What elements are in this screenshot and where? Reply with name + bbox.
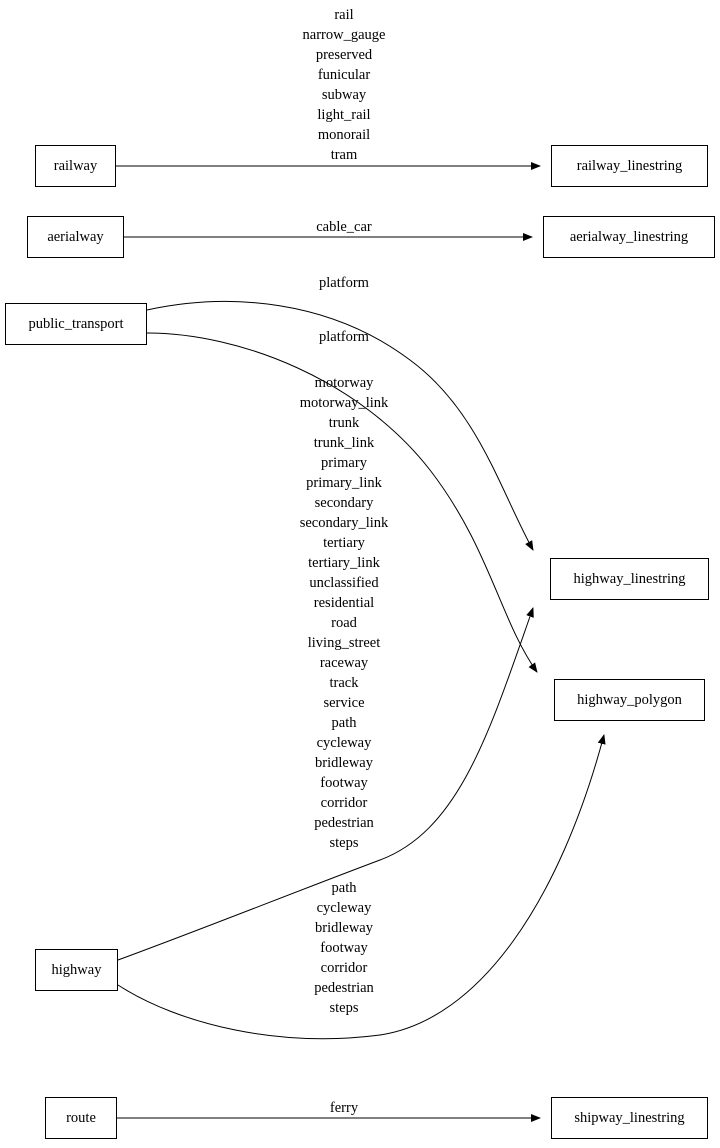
edge-label-item: rail bbox=[334, 7, 354, 23]
edge-label-item: bridleway bbox=[315, 920, 373, 936]
edge-label-item: subway bbox=[321, 87, 367, 103]
edge-label-item: platform bbox=[319, 275, 369, 291]
edge-label-public-transport-linestring bbox=[0, 273, 688, 293]
edge-label-item: cycleway bbox=[316, 900, 372, 916]
node-label: aerialway_linestring bbox=[569, 228, 689, 245]
node-label: highway bbox=[51, 961, 102, 978]
edge-label-item: corridor bbox=[320, 960, 368, 976]
edge-label-item: trunk_link bbox=[313, 435, 375, 451]
edge-label-item: funicular bbox=[317, 67, 371, 83]
edge-label-item: cable_car bbox=[316, 219, 372, 235]
edge-label-highway-polygon bbox=[0, 878, 688, 1018]
edge-label-item: pedestrian bbox=[314, 815, 374, 831]
edge-label-item: primary bbox=[321, 455, 367, 471]
edge-label-item: steps bbox=[329, 835, 359, 851]
edge-label-aerialway bbox=[0, 217, 688, 237]
edge-label-item: footway bbox=[320, 775, 368, 791]
edge-label-item: monorail bbox=[317, 127, 371, 143]
edge-label-item: motorway bbox=[314, 375, 374, 391]
edge-label-public-transport-polygon bbox=[0, 327, 688, 347]
node-label: highway_linestring bbox=[573, 570, 686, 587]
edge-label-item: tertiary_link bbox=[308, 555, 380, 571]
edge-label-item: road bbox=[331, 615, 357, 631]
edge-label-item: platform bbox=[319, 329, 369, 345]
edge-label-item: light_rail bbox=[317, 107, 371, 123]
edge-label-item: tram bbox=[330, 147, 358, 163]
edge-label-item: corridor bbox=[320, 795, 368, 811]
edge-label-item: living_street bbox=[307, 635, 381, 651]
node-label: highway_polygon bbox=[577, 691, 682, 708]
edge-label-highway-linestring bbox=[0, 373, 688, 853]
edge-label-item: residential bbox=[313, 595, 375, 611]
edge-label-item: narrow_gauge bbox=[302, 27, 386, 43]
edge-label-item: primary_link bbox=[306, 475, 382, 491]
edge-label-item: secondary bbox=[314, 495, 374, 511]
edge-label-item: motorway_link bbox=[299, 395, 389, 411]
node-label: railway_linestring bbox=[576, 157, 683, 174]
edge-label-route bbox=[0, 1098, 688, 1118]
node-label: route bbox=[66, 1109, 96, 1126]
edge-label-item: footway bbox=[320, 940, 368, 956]
edge-label-item: pedestrian bbox=[314, 980, 374, 996]
edge-label-item: cycleway bbox=[316, 735, 372, 751]
node-label: shipway_linestring bbox=[574, 1109, 685, 1126]
edge-label-railway bbox=[0, 5, 688, 165]
edge-label-item: ferry bbox=[329, 1100, 359, 1116]
node-label: aerialway bbox=[47, 228, 104, 245]
edge-label-item: path bbox=[331, 715, 357, 731]
node-label: public_transport bbox=[28, 315, 124, 332]
node-label: railway bbox=[53, 157, 98, 174]
edge-label-item: service bbox=[323, 695, 365, 711]
edge-label-item: secondary_link bbox=[299, 515, 389, 531]
edge-label-item: raceway bbox=[319, 655, 369, 671]
edge-label-item: bridleway bbox=[315, 755, 373, 771]
edge-label-item: steps bbox=[329, 1000, 359, 1016]
edge-label-item: tertiary bbox=[323, 535, 365, 551]
edge-label-item: path bbox=[331, 880, 357, 896]
edge-label-item: unclassified bbox=[309, 575, 379, 591]
edge-label-item: track bbox=[329, 675, 359, 691]
edge-label-item: preserved bbox=[315, 47, 373, 63]
edge-label-item: trunk bbox=[328, 415, 360, 431]
